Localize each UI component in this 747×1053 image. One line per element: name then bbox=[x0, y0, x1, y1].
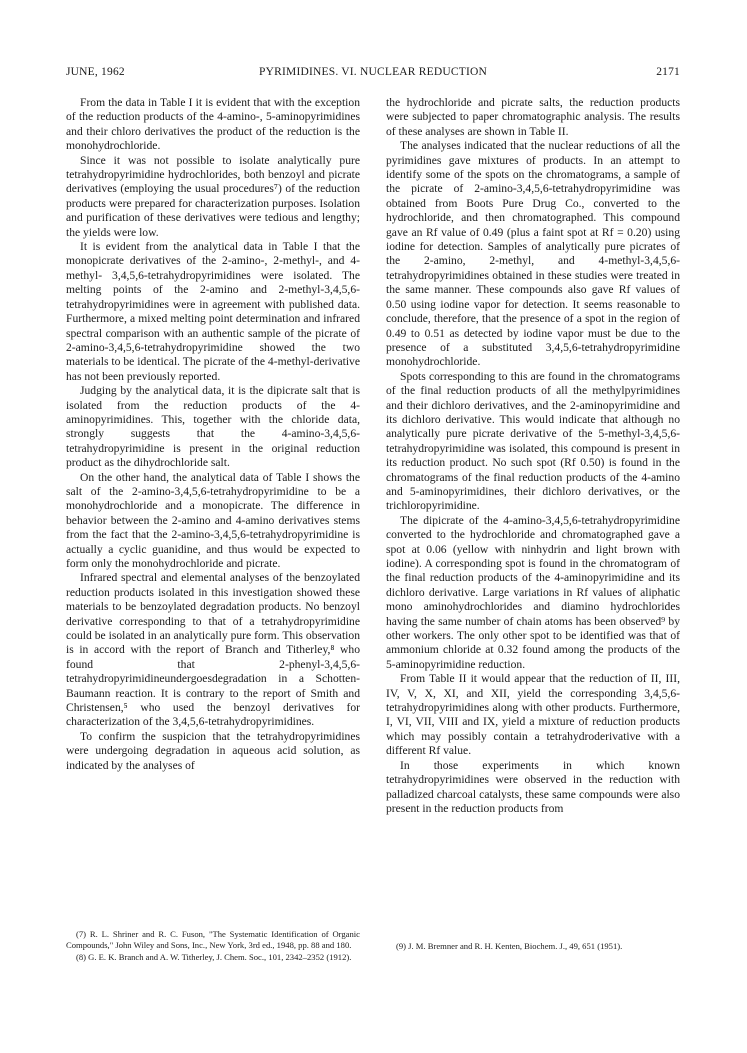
footnotes-right bbox=[386, 941, 680, 953]
paragraph: To confirm the suspicion that the tetrahydropyrimidines were undergoing degradation in aqueous acid solution, as indicated by the analyses of bbox=[66, 729, 360, 772]
footnote-8: (8) G. E. K. Branch and A. W. Titherley, J. Chem. Soc., 101, 2342–2352 (1912). bbox=[76, 951, 352, 962]
right-column bbox=[386, 96, 680, 816]
paragraph: Judging by the analytical data, it is the dipicrate salt that is isolated from the reduction products of the 4-aminopyrimidines. This, together with the chloride data, strongly suggests that the 4-amino-3,4,5,6-tetrahydropyrimidine is present in the original reduction product as the dihydrochloride salt. bbox=[66, 384, 360, 470]
paragraph: Spots corresponding to this are found in the chromatograms of the final reduction products of all the methylpyrimidines and their dichloro derivatives, and the 2-aminopyrimidine and its dichloro derivative. This would indicate that although no analytically pure picrate derivative of the 5-methyl-3,4,5,6-tetrahydropyrimidine was isolated, this compound is present in its reduction product. No such spot (Rf 0.50) is found in the chromatograms of the final reduction products of the 4-amino and 5-aminopyrimidines, their dichloro derivatives, or the trichloropyrimidine. bbox=[386, 369, 680, 513]
left-column bbox=[66, 96, 360, 773]
footnotes-left bbox=[66, 929, 360, 963]
paragraph: In those experiments in which known tetrahydropyrimidines were observed in the reduction with palladized charcoal catalysts, these same compounds were also present in the reduction products from bbox=[386, 758, 680, 815]
page-number: 2171 bbox=[656, 66, 680, 78]
paragraph: The dipicrate of the 4-amino-3,4,5,6-tetrahydropyrimidine converted to the hydrochloride and chromatographed gave a spot at 0.06 (yellow with ninhydrin and light brown with iodine). A corresponding spot is found in the chromatogram of the final reduction products of the 4-aminopyrimidine and its dichloro derivative. Large variations in Rf values of aliphatic mono aminohydrochlorides and diamino hydrochlorides having the same number of chain atoms has been observed⁹ by other workers. The only other spot to be identified was that of ammonium chloride at 0.32 found among the products of the 5-aminopyrimidine reduction. bbox=[386, 513, 680, 671]
paragraph: From the data in Table I it is evident that with the exception of the reduction products of the 4-amino-, 5-aminopyrimidines and their chloro derivatives the product of the reduction is the monohydrochloride. bbox=[66, 96, 360, 153]
paragraph: From Table II it would appear that the reduction of II, III, IV, V, X, XI, and XII, yield the corresponding 3,4,5,6-tetrahydropyrimidines along with other products. Furthermore, I, VI, VII, VIII and IX, yield a mixture of reduction products which may possibly contain a tetrahydroderivative with a different Rf value. bbox=[386, 672, 680, 758]
footnote-7: (7) R. L. Shriner and R. C. Fuson, "The Systematic Identification of Organic Compounds," John Wiley and Sons, Inc., New York, 3rd ed., 1948, pp. 88 and 180. bbox=[66, 929, 360, 950]
running-head bbox=[66, 64, 680, 80]
paragraph: The analyses indicated that the nuclear reductions of all the pyrimidines gave mixtures of products. In an attempt to identify some of the spots on the chromatograms, a sample of the picrate of 2-amino-3,4,5,6-tetrahydropyrimidine was obtained from Boots Pure Drug Co., converted to the hydrochloride, and then chromatographed. This compound gave an Rf value of 0.49 (plus a faint spot at Rf = 0.20) using iodine for detection. Samples of analytically pure picrates of the 2-amino, 2-methyl, and 4-methyl-3,4,5,6-tetrahydropyrimidines obtained in these studies were treated in the same manner. These compounds also gave Rf values of 0.50 using iodine vapor for detection. It seems reasonable to conclude, therefore, that the presence of a spot in the region of 0.49 to 0.51 as detected by iodine vapor must be due to the presence of a substituted 3,4,5,6-tetrahydropyrimidine monohydrochloride. bbox=[386, 139, 680, 369]
header-title: PYRIMIDINES. VI. NUCLEAR REDUCTION bbox=[259, 66, 487, 78]
header-date: JUNE, 1962 bbox=[66, 66, 125, 78]
paragraph: the hydrochloride and picrate salts, the reduction products were subjected to paper chromatographic analysis. The results of these analyses are shown in Table II. bbox=[386, 96, 680, 138]
paragraph: Infrared spectral and elemental analyses of the benzoylated reduction products isolated in this investigation showed these materials to be benzoylated degradation products. No benzoyl derivative corresponding to that of a tetrahydropyrimidine could be isolated in an analytically pure form. This observation is in accord with the report of Branch and Titherley,⁸ who found that 2-phenyl-3,4,5,6-tetrahydropyrimidineundergoesdegradation in a Schotten-Baumann reaction. It is contrary to the report of Smith and Christensen,⁵ who used the benzoyl derivatives for characterization of the 3,4,5,6-tetrahydropyrimidines. bbox=[66, 571, 360, 729]
footnote-9: (9) J. M. Bremner and R. H. Kenten, Biochem. J., 49, 651 (1951). bbox=[396, 941, 623, 951]
paragraph: It is evident from the analytical data in Table I that the monopicrate derivatives of the 2-amino-, 2-methyl-, and 4-methyl- 3,4,5,6-tetrahydropyrimidines were isolated. The melting points of the 2-amino and 2-methyl-3,4,5,6-tetrahydropyrimidines were in agreement with published data. Furthermore, a mixed melting point determination and infrared spectral comparison with an authentic sample of the picrate of 2-amino-3,4,5,6-tetrahydropyrimidine showed the two materials to be identical. The picrate of the 4-methyl-derivative has not been previously reported. bbox=[66, 240, 360, 383]
paragraph: Since it was not possible to isolate analytically pure tetrahydropyrimidine hydrochlorides, both benzoyl and picrate derivatives (employing the usual procedures⁷) of the reduction products were prepared for characterization purposes. Isolation and purification of these derivatives were tedious and lengthy; the yields were low. bbox=[66, 153, 360, 239]
paragraph: On the other hand, the analytical data of Table I shows the salt of the 2-amino-3,4,5,6-tetrahydropyrimidine to be a monohydrochloride and a monopicrate. The difference in behavior between the 2-amino and 4-amino derivatives stems from the fact that the 2-amino-3,4,5,6-tetrahydropyrimidine is actually a cyclic guanidine, and thus would be expected to form only the monohydrochloride and picrate. bbox=[66, 470, 360, 570]
